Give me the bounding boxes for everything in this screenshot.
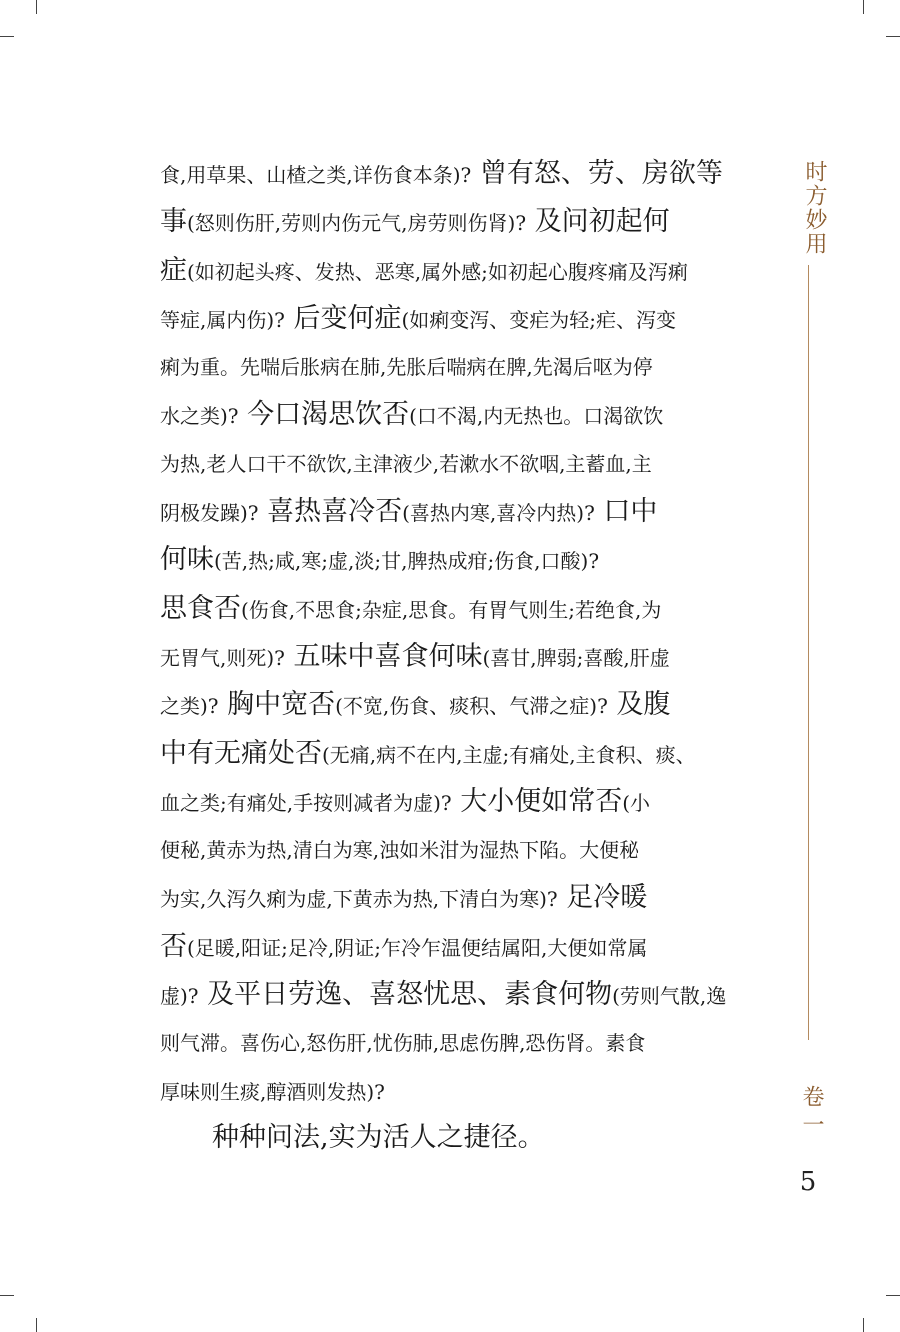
annotation-text-segment: (口不渴,内无热也。口渴欲饮 xyxy=(409,404,664,429)
side-divider xyxy=(808,265,809,1040)
annotation-text-segment: 痢为重。先喘后胀病在肺,先胀后喘病在脾,先渴后呕为停 xyxy=(160,355,653,380)
text-line xyxy=(160,633,760,681)
text-line xyxy=(160,440,760,488)
main-text-segment: 大小便如常否 xyxy=(451,785,623,817)
text-line xyxy=(160,295,760,343)
main-text-segment: 胸中宽否 xyxy=(218,689,336,721)
closing-line: 种种问法,实为活人之捷径。 xyxy=(212,1122,545,1153)
annotation-text-segment: (喜甘,脾弱;喜酸,肝虚 xyxy=(482,645,670,670)
crop-mark xyxy=(36,1318,37,1332)
annotation-text-segment: (劳则气散,逸 xyxy=(612,984,727,1009)
annotation-text-segment: (怒则伤肝,劳则内伤元气,房劳则伤肾)? xyxy=(187,211,527,236)
main-text-segment: 后变何症 xyxy=(284,302,402,334)
annotation-text-segment: 水之类)? xyxy=(160,404,239,429)
crop-mark xyxy=(886,36,900,37)
text-line xyxy=(160,1019,760,1067)
main-text-segment: 曾有怒、劳、房欲等 xyxy=(471,158,723,189)
annotation-text-segment: 虚)? xyxy=(160,984,199,1009)
annotation-text-segment: 为实,久泻久痢为虚,下黄赤为热,下清白为寒)? xyxy=(160,887,558,912)
text-line xyxy=(160,488,760,536)
text-line xyxy=(160,923,760,971)
text-line xyxy=(160,826,760,874)
text-line xyxy=(160,681,760,729)
crop-mark xyxy=(863,1318,864,1332)
text-line xyxy=(160,585,760,633)
crop-mark xyxy=(863,0,864,14)
main-text-segment: 中有无痛处否 xyxy=(160,737,322,769)
main-text-segment: 否 xyxy=(160,930,187,962)
annotation-text-segment: (不宽,伤食、痰积、气滞之症)? xyxy=(335,694,608,719)
crop-mark xyxy=(36,0,37,14)
annotation-text-segment: 无胃气,则死)? xyxy=(160,645,285,670)
annotation-text-segment: (苦,热;咸,寒;虚,淡;甘,脾热成疳;伤食,口酸)? xyxy=(214,549,600,574)
main-text-segment: 及平日劳逸、喜怒忧思、素食何物 xyxy=(198,979,613,1011)
main-text-segment: 思食否 xyxy=(160,592,241,624)
main-text-segment: 足冷暖 xyxy=(557,882,648,914)
main-text-segment: 五味中喜食何味 xyxy=(284,640,483,672)
annotation-text-segment: 则气滞。喜伤心,怒伤肝,忧伤肺,思虑伤脾,恐伤肾。素食 xyxy=(160,1031,646,1056)
running-title: 时方妙用 xyxy=(802,160,827,256)
text-line xyxy=(160,971,760,1019)
main-text-segment: 事 xyxy=(160,206,187,238)
annotation-text-segment: 为热,老人口干不欲饮,主津液少,若漱水不欲咽,主蓄血,主 xyxy=(160,451,652,476)
volume-label: 卷一 xyxy=(799,1085,824,1141)
main-text-segment: 口中 xyxy=(594,496,658,528)
main-text-segment: 及问初起何 xyxy=(526,206,670,238)
annotation-text-segment: 血之类;有痛处,手按则减者为虚)? xyxy=(160,790,452,815)
annotation-text-segment: 之类)? xyxy=(160,694,219,719)
page-number: 5 xyxy=(799,1167,817,1197)
annotation-text-segment: 阴极发躁)? xyxy=(160,501,259,526)
annotation-text-segment: (如初起头疼、发热、恶寒,属外感;如初起心腹疼痛及泻痢 xyxy=(187,259,688,284)
annotation-text-segment: (喜热内寒,喜冷内热)? xyxy=(402,501,595,526)
text-line xyxy=(160,343,760,391)
text-line xyxy=(160,391,760,439)
main-text-segment: 及腹 xyxy=(607,689,671,721)
text-line xyxy=(160,730,760,778)
annotation-text-segment: 食,用草果、山楂之类,详伤食本条)? xyxy=(160,163,472,187)
text-line xyxy=(160,536,760,584)
annotation-text-segment: (如痢变泻、变疟为轻;疟、泻变 xyxy=(401,307,677,332)
text-line xyxy=(160,198,760,246)
crop-mark xyxy=(0,1295,14,1296)
crop-mark xyxy=(886,1295,900,1296)
text-line xyxy=(160,1068,760,1116)
crop-mark xyxy=(0,36,14,37)
text-line xyxy=(160,874,760,922)
annotation-text-segment: (足暖,阳证;足冷,阴证;乍冷乍温便结属阳,大便如常属 xyxy=(187,935,648,960)
annotation-text-segment: 便秘,黄赤为热,清白为寒,浊如米泔为湿热下陷。大便秘 xyxy=(160,838,640,863)
text-line xyxy=(160,247,760,295)
body-text xyxy=(160,150,760,1116)
annotation-text-segment: (无痛,病不在内,主虚;有痛处,主食积、痰、 xyxy=(322,742,696,767)
text-line xyxy=(160,778,760,826)
text-line xyxy=(160,150,760,198)
annotation-text-segment: (伤食,不思食;杂症,思食。有胃气则生;若绝食,为 xyxy=(241,597,662,622)
annotation-text-segment: 等症,属内伤)? xyxy=(160,307,285,332)
main-text-segment: 何味 xyxy=(160,544,214,576)
main-text-segment: 喜热喜冷否 xyxy=(258,496,403,528)
annotation-text-segment: (小 xyxy=(622,790,651,815)
main-text-segment: 今口渴思饮否 xyxy=(238,399,410,431)
annotation-text-segment: 厚味则生痰,醇酒则发热)? xyxy=(160,1079,385,1104)
main-text-segment: 症 xyxy=(160,254,187,286)
